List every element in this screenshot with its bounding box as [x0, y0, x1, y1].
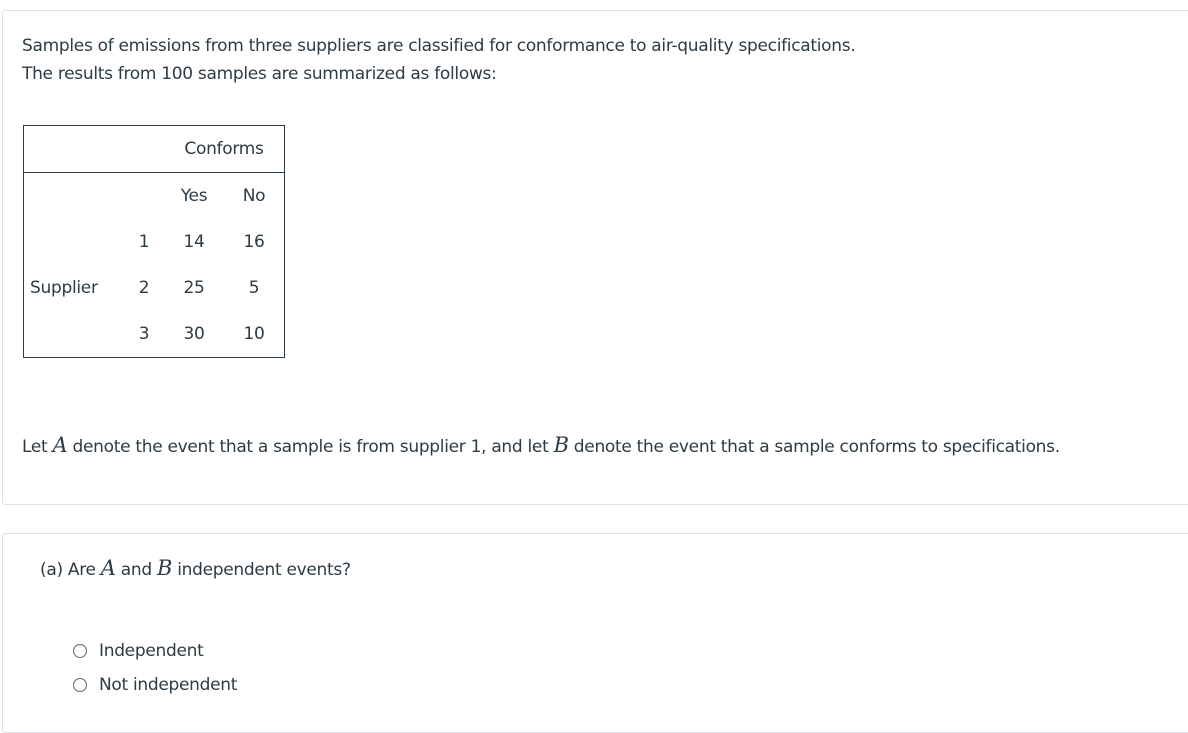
yes-count: 14: [183, 232, 205, 252]
radio-button-icon[interactable]: [73, 678, 87, 692]
option-not-independent[interactable]: [73, 668, 237, 702]
question-text: (a) Are A and B independent events?: [40, 556, 351, 580]
intro-line-1: Samples of emissions from three suppliers are classified for conformance to air-quality specifications.: [22, 36, 856, 56]
supplier-number: 1: [138, 232, 150, 252]
answer-options: [73, 634, 237, 702]
radio-button-icon[interactable]: [73, 644, 87, 658]
no-count: 5: [248, 278, 260, 298]
yes-count: 30: [183, 324, 205, 344]
supplier-conformance-table: [23, 125, 285, 358]
math-variable-b: B: [156, 556, 173, 580]
table-subheader-row: [24, 173, 285, 220]
yes-count: 25: [183, 278, 205, 298]
yes-header: Yes: [180, 186, 208, 206]
no-header: No: [242, 186, 266, 206]
math-variable-a: A: [100, 556, 116, 580]
event-definition: Let A denote the event that a sample is from supplier 1, and let B denote the event that a sample conforms to specifications.: [22, 433, 1060, 457]
option-label: Independent: [99, 641, 204, 661]
intro-line-2: The results from 100 samples are summarized as follows:: [22, 64, 497, 84]
math-variable-a: A: [52, 433, 68, 457]
option-independent[interactable]: [73, 634, 237, 668]
problem-card: [2, 10, 1188, 505]
question-card: [2, 533, 1188, 733]
supplier-number: 3: [138, 324, 150, 344]
table-row: [24, 219, 285, 265]
supplier-number: 2: [138, 278, 150, 298]
table-header-row: [24, 126, 285, 173]
table-row: [24, 311, 285, 358]
conforms-header: Conforms: [164, 126, 285, 173]
math-variable-b: B: [553, 433, 569, 457]
problem-intro: [22, 32, 855, 88]
no-count: 16: [243, 232, 265, 252]
table-row: [24, 265, 285, 311]
option-label: Not independent: [99, 675, 238, 695]
supplier-row-label: Supplier: [30, 278, 98, 298]
no-count: 10: [243, 324, 265, 344]
